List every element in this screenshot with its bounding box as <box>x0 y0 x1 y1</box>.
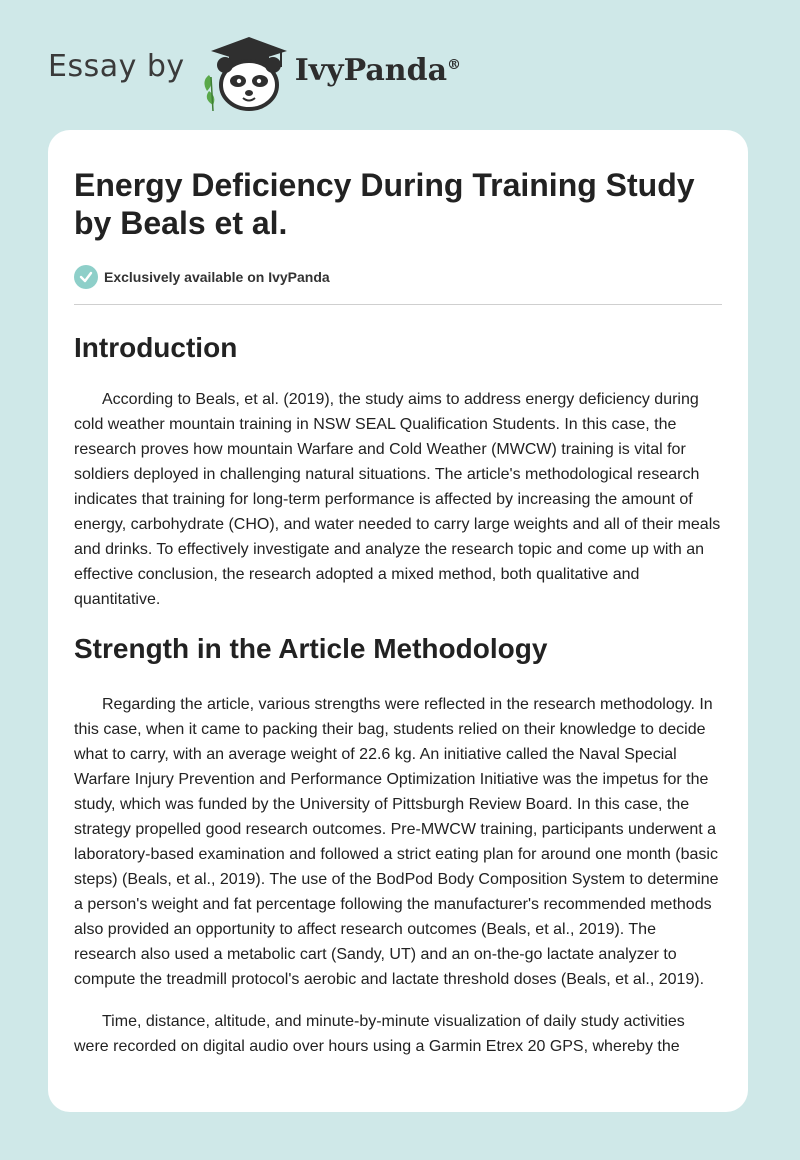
paragraph: According to Beals, et al. (2019), the study aims to address energy deficiency during cold weather mountain training in NSW SEAL Qualification Students. In this case, the research proves how mountain Warfare and Cold Weather (MWCW) training is vital for soldiers deployed in challenging natural situations. The article's methodological research indicates that training for long-term performance is affected by increasing the amount of energy, carbohydrate (CHO), and water needed to carry large weights and all of their meals and drinks. To effectively investigate and analyze the research topic and come up with an effective conclusion, the research adopted a mixed method, both qualitative and quantitative. <box>74 391 721 608</box>
check-icon <box>74 265 98 289</box>
divider <box>74 304 722 305</box>
brand-name: IvyPanda® <box>294 52 462 88</box>
paragraph: Time, distance, altitude, and minute-by-minute visualization of daily study activities were recorded on digital audio over hours using a Garmin Etrex 20 GPS, whereby the <box>74 1013 685 1055</box>
essay-by-label: Essay by <box>48 48 185 84</box>
section-heading-introduction: Introduction <box>74 332 238 363</box>
page-title: Energy Deficiency During Training Study by Beals et al. <box>74 167 695 241</box>
panda-mascot-icon <box>199 33 289 113</box>
exclusive-label: Exclusively available on IvyPanda <box>104 269 330 285</box>
section-heading-strength: Strength in the Article Methodology <box>74 633 548 664</box>
exclusive-badge <box>74 264 722 290</box>
paragraph: Regarding the article, various strengths were reflected in the research methodology. In this case, when it came to packing their bag, students relied on their knowledge to decide what to carry, with an average weight of 22.6 kg. An initiative called the Naval Special Warfare Injury Prevention and Performance Optimization Initiative was the impetus for the study, which was funded by the University of Pittsburgh Review Board. In this case, the strategy propelled good research outcomes. Pre-MWCW training, participants underwent a laboratory-based examination and followed a strict eating plan for around one month (basic steps) (Beals, et al., 2019). The use of the BodPod Body Composition System to determine a person's weight and fat percentage following the manufacturer's recommended methods also provided an opportunity to affect research outcomes (Beals, et al., 2019). The research also used a metabolic cart (Sandy, UT) and an on-the-go lactate analyzer to compute the treadmill protocol's aerobic and lactate threshold doses (Beals, et al., 2019). <box>74 696 719 988</box>
site-header <box>48 28 508 118</box>
ivypanda-logo[interactable] <box>199 33 461 113</box>
essay-card <box>48 130 748 1112</box>
